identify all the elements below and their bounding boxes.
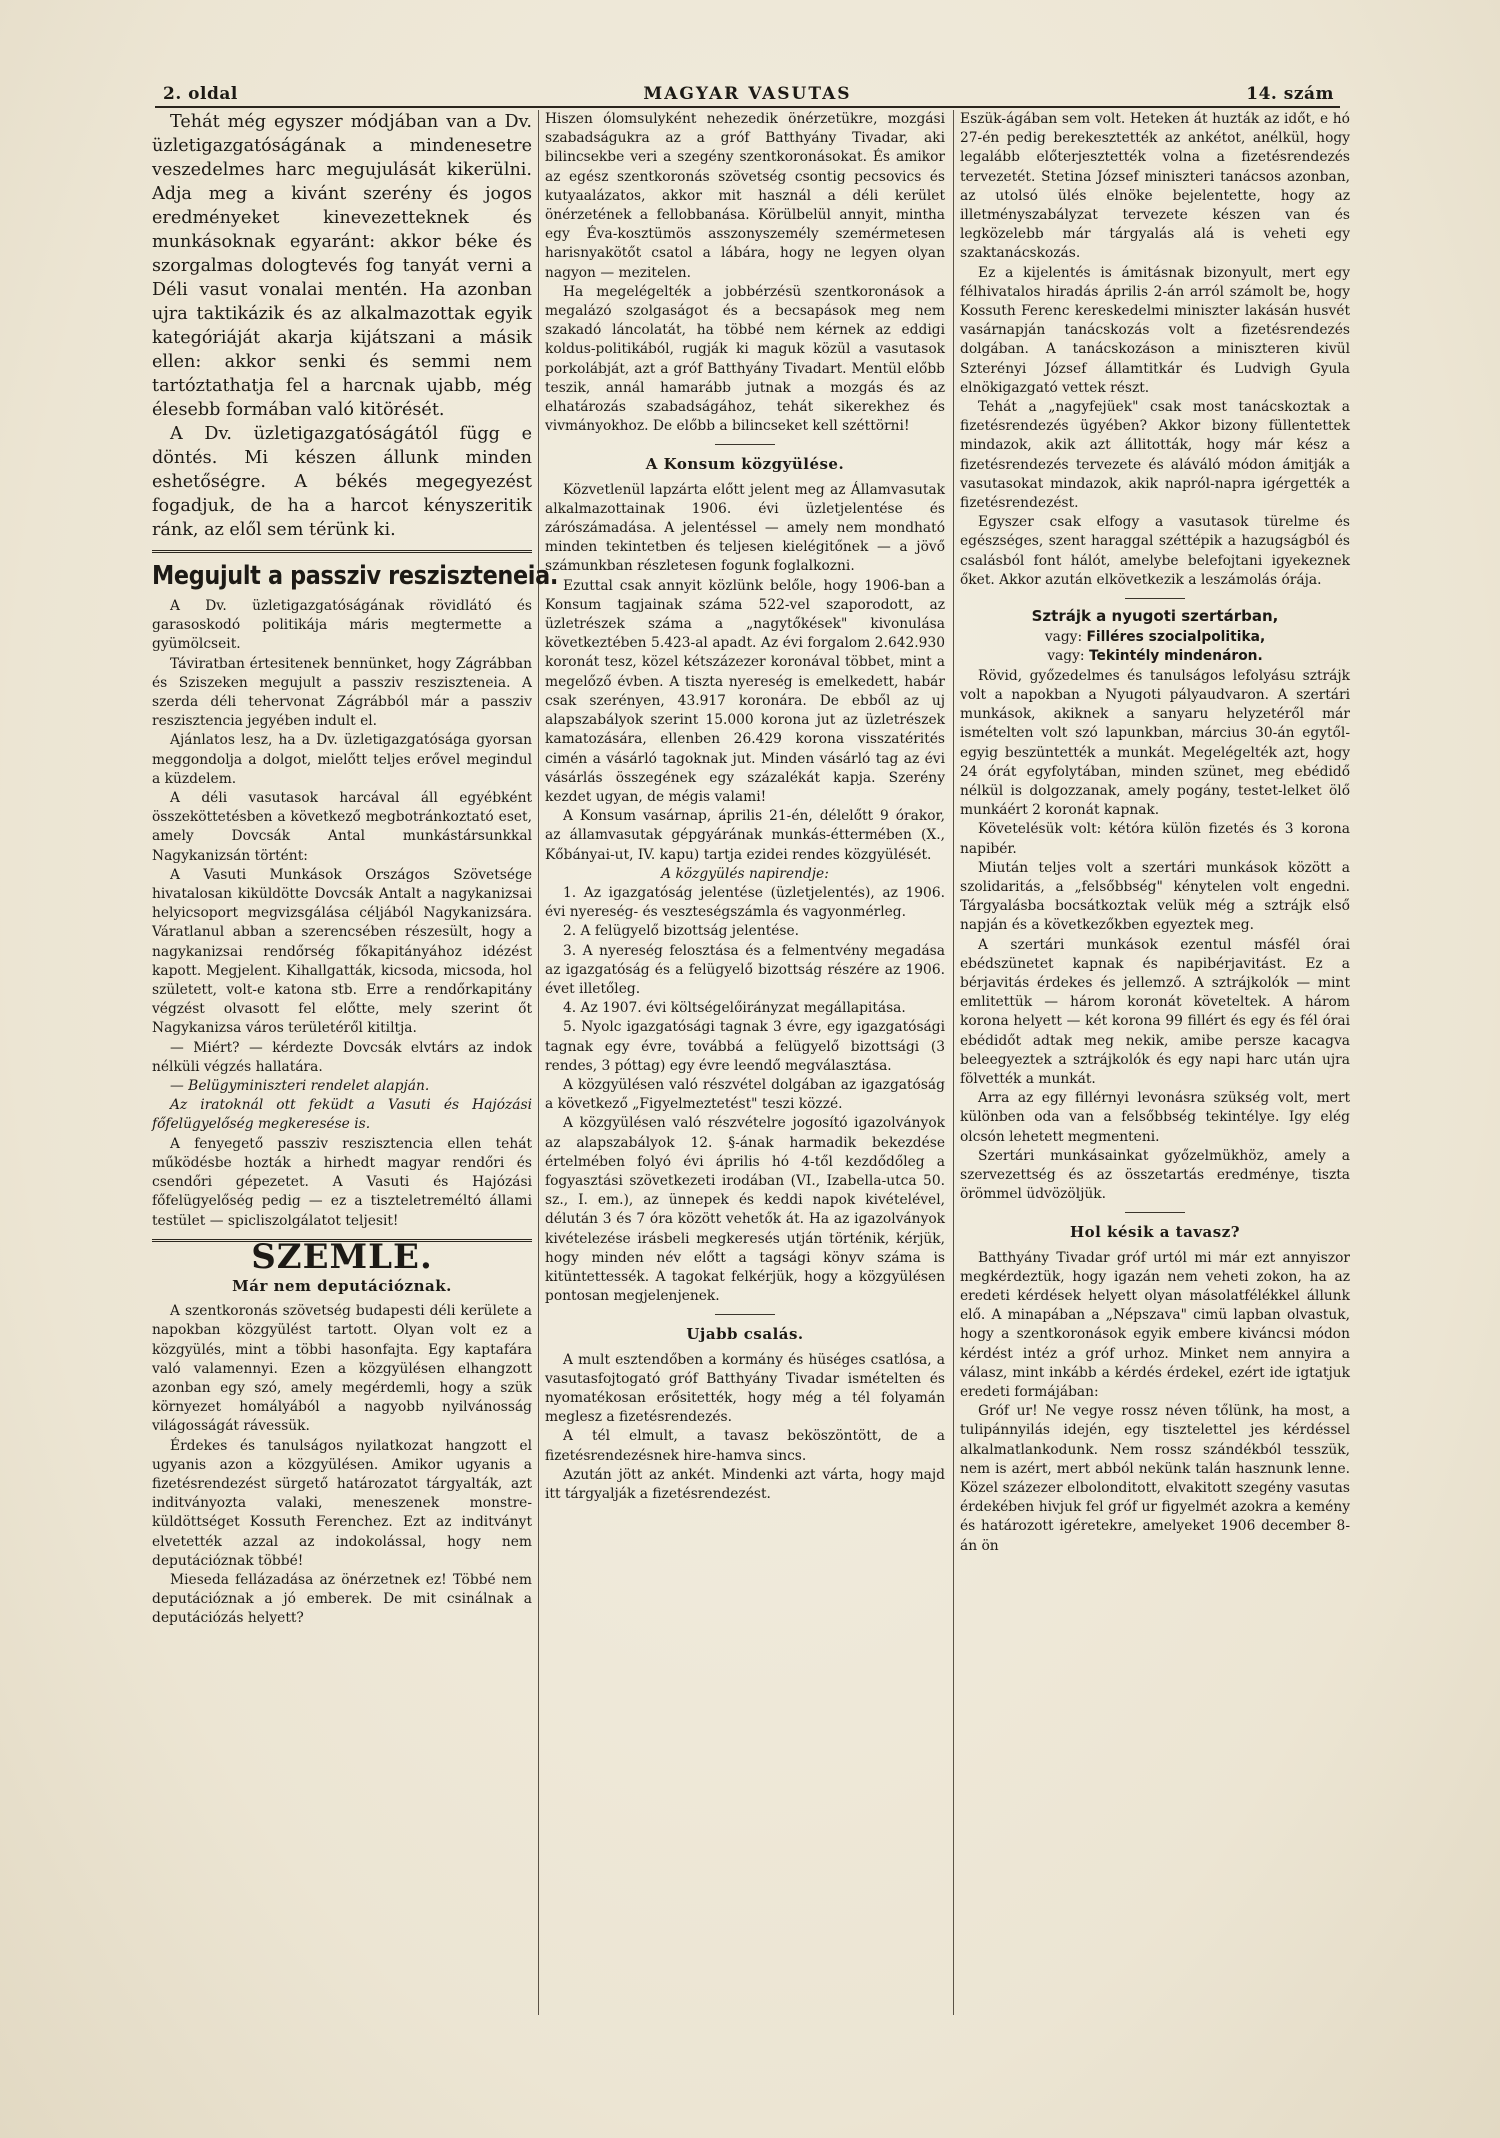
article-paragraph: Arra az egy fillérnyi levonásra szükség volt, mert különben oda van a felsőbbség tekintélye. Igy elég olcsón lehetett megmenteni. bbox=[960, 1090, 1350, 1145]
article-headline: Ujabb csalás. bbox=[686, 1325, 804, 1344]
article-paragraph: Egyszer csak elfogy a vasutasok türelme és egészséges, szent haraggal széttépik a hazugságból és csalásból font hálót, amelybe belefojtani igyekeznek őket. Akkor azután elkövetkezik a leszámolás órája. bbox=[960, 514, 1350, 588]
article-paragraph: Érdekes és tanulságos nyilatkozat hangzott el ugyanis azon a közgyülésen. Amikor ugyanis a fizetésrendezést sürgető határozatot tárgyalták, azt inditványozta valaki, meneszenek monstre-küldöttséget Kossuth Ferenchez. Ezt az inditványt elvetették azzal az indokolással, hogy nem deputációznak többé! bbox=[152, 1437, 532, 1569]
article-paragraph: A közgyülésen való részvételre jogosító igazolványok az alapszabályok 12. §-ának harmadik bekezdése értelmében folyó évi április hó 4-től kezdődőleg a fogyasztási szövetkezeti irodában (VI., Izabella-utca 50. sz., I. em.), az ünnepek és keddi napok kivételével, délután 3 és 7 óra között vehetők át. Ha az igazolványok kivételezése irásbeli megkeresés utján történik, kérjük, hogy minden név előtt a tagsági könyv száma is kitüntettessék. A tagokat felkérjük, hogy a közgyülésen pontosan megjelenjenek. bbox=[545, 1115, 945, 1305]
article-paragraph: Mieseda fellázadása az önérzetnek ez! Többé nem deputációznak a jó emberek. De mit csinálnak a deputációzás helyett? bbox=[152, 1571, 532, 1627]
article-paragraph: A közgyülésen való részvétel dolgában az igazgatóság a következő „Figyelmeztetést" teszi közzé. bbox=[545, 1076, 945, 1113]
article-paragraph: Táviratban értesitenek bennünket, hogy Zágrábban és Sziszeken megujult a passziv resziszteneia. A szerda déli tehervonat Zágrábból már a passziv reszisztencia jegyében indult el. bbox=[152, 655, 532, 730]
issue-number: 14. szám bbox=[1246, 84, 1334, 104]
column-divider bbox=[953, 110, 954, 2015]
article-separator bbox=[1125, 598, 1185, 599]
article-paragraph: Hiszen ólomsulyként nehezedik önérzetükre, mozgási szabadságukra az a gróf Batthyány Tivadar, aki bilincsekbe veri a szegény szentkoronásokat. És amikor az egész szentkoronás szövetség csontig pecsovics és kutyaalázatos, akkor mit használ a déli kerület önérzetének a fellobbanása. Körülbelül annyit, mintha egy Éva-kosztümös asszonyszemély szemérmetesen harisnyakötőt csatol a lábára, hogy ne legyen olyan nagyon — mezitelen. bbox=[545, 111, 945, 281]
article-paragraph: Batthyány Tivadar gróf urtól mi már ezt annyiszor megkérdeztük, hogy igazán nem veheti zokon, ha az eredeti kérdések helyett olyan másolatfélékkel állunk elő. A minapában a „Népszava" cimü lapban olvastuk, hogy a szentkoronások egyik embere kiváncsi módon kérdést intéz a gróf urhoz. Minket nem annyira a válasz, mint inkább a kérdés érdekel, ezért ide igtatjuk eredeti formájában: bbox=[960, 1249, 1350, 1400]
article-paragraph: A mult esztendőben a kormány és hüséges csatlósa, a vasutasfojtogató gróf Batthyány Tivadar ismételten és nyomatékosan erősitették, hogy még a tél folyamán meglesz a fizetésrendezés. bbox=[545, 1351, 945, 1426]
article-paragraph: A tél elmult, a tavasz beköszöntött, de a fizetésrendezésnek hire-hamva sincs. bbox=[545, 1428, 945, 1464]
article-headline: Már nem deputációznak. bbox=[232, 1276, 452, 1295]
article-headline: Hol késik a tavasz? bbox=[1069, 1223, 1241, 1242]
article-separator bbox=[715, 1314, 775, 1315]
article-paragraph: — Belügyminiszteri rendelet alapján. bbox=[170, 1078, 430, 1095]
article-separator bbox=[152, 550, 532, 553]
column-middle bbox=[545, 110, 945, 1504]
agenda-item: 2. A felügyelő bizottság jelentése. bbox=[563, 923, 800, 940]
column-left bbox=[152, 110, 559, 1629]
article-paragraph: A Vasuti Munkások Országos Szövetsége hivatalosan kiküldötte Dovcsák Antalt a nagykanizsai helyicsoport megvizsgálása céljából Nagykanizsára. Váratlanul abban a szerencsében részesült, hogy a nagykanizsai rendőrség főkapitányához idézést kapott. Megjelent. Kihallgatták, kicsoda, micsoda, hol született, volt-e katona stb. Erre a rendőrkapitány végzést olvasott fel előtte, mely szerint őt Nagykanizsa város területéről kitiltja. bbox=[152, 866, 532, 1037]
agenda-item: 1. Az igazgatóság jelentése (üzletjelentés), az 1906. évi nyereség- és veszteségszámla és vagyonmérleg. bbox=[545, 884, 945, 921]
article-paragraph: Szertári munkásainkat győzelmükhöz, amely a szervezettség és az összetartás eredménye, tiszta örömmel üdvözöljük. bbox=[960, 1147, 1350, 1203]
article-paragraph: — Miért? — kérdezte Dovcsák elvtárs az indok nélküli végzés hallatára. bbox=[152, 1039, 532, 1075]
section-title: SZEMLE. bbox=[251, 1236, 433, 1277]
article-paragraph: A Konsum vasárnap, április 21-én, délelőtt 9 órakor, az államvasutak gépgyárának munkás-éttermében (X., Kőbányai-ut, IV. kapu) tartja ezidei rendes közgyülését. bbox=[545, 808, 945, 863]
article-paragraph: Közvetlenül lapzárta előtt jelent meg az Államvasutak alkalmazottainak 1906. évi üzletjelentése és zárószámadása. A jelentéssel — amely nem mondható minden tekintetben és teljesen kielégitőnek — a jövő számunkban részletesen fogunk foglalkozni. bbox=[545, 481, 945, 575]
column-right bbox=[960, 110, 1350, 1556]
subheadline bbox=[960, 647, 1350, 666]
article-paragraph: Ez a kijelentés is ámitásnak bizonyult, mert egy félhivatalos hiradás április 2-án arról számolt be, hogy Kossuth Ferenc kereskedelmi miniszter lakásán husvét vasárnapján tanácskozás volt a fizetésrendezés dolgában. A tanácskozáson a miniszteren kivül Szterényi József államtitkár és Ludvigh Gyula elnökigazgató vettek részt. bbox=[960, 264, 1350, 396]
article-headline: Megujult a passziv resziszteneia. bbox=[152, 561, 559, 591]
article-paragraph: Tehát a „nagyfejüek" csak most tanácskoztak a fizetésrendezés ügyében? Akkor bizony füllentettek mindazok, akik azt állitották, hogy már kész a fizetésrendezés tervezete és aláváló módon ámitják a vasutasokat mindazok, akik napról-napra igérgették a fizetésrendezést. bbox=[960, 399, 1350, 512]
subheadline-text: Tekintély mindenáron. bbox=[1088, 648, 1263, 665]
column-divider bbox=[538, 110, 539, 2015]
masthead-title: MAGYAR VASUTAS bbox=[643, 84, 852, 104]
article-headline: A Konsum közgyülése. bbox=[645, 455, 845, 474]
article-paragraph: A fenyegető passziv reszisztencia ellen tehát működésbe hozták a hirhedt magyar rendőri és csendőri gépezetet. A Vasuti és Hajózási főfelügyelőség pedig — ez a tiszteletreméltó állami testület — spicliszolgálatot teljesit! bbox=[152, 1135, 532, 1229]
article-paragraph: A Dv. üzletigazgatóságának rövidlátó és garasoskodó politikája máris megtermette a gyümölcseit. bbox=[152, 598, 532, 653]
agenda-item: 3. A nyereség felosztása és a felmentvény megadása az igazgatóság és a felügyelő bizottság részére az 1906. évet illetőleg. bbox=[545, 942, 945, 997]
article-paragraph: Ha megelégelték a jobbérzésü szentkoronások a megalázó szolgaságot és a becsapások meg nem szakadó láncolatát, ha többé nem kérnek az eddigi koldus-politikából, rugják ki maguk közül a vasutasok porkolábját, azt a gróf Batthyány Tivadart. Mentül előbb teszik, annál hamarább jutnak a mozgás és az elhatározás szabadságához, tehát sikerekhez és vivmányokhoz. De előbb a bilincseket kell széttörni! bbox=[545, 283, 945, 435]
article-paragraph: Eszük-ágában sem volt. Heteken át huzták az időt, e hó 27-én pedig berekesztették az ankétot, anélkül, hogy legalább előterjesztették volna a fizetésrendezés tervezetét. Stetina József miniszteri tanácsos azonban, az utolsó ülés elnöke bejelentette, hogy az illetményszabályzat tervezete készen van és legközelebb már tárgyalás alá is veheti egy szaktanácskozás. bbox=[960, 111, 1350, 262]
article-paragraph: A szertári munkások ezentul másfél órai ebédszünetet kapnak és napibérjavitást. Ez a bérjavitás érdekes és jellemző. A sztrájkolók — mint emlitettük — három koronát követeltek. A három korona helyett — két korona 99 fillért és egy és fél órai ebédidőt adtak meg nekik, amibe persze kacagva beleegyeztek a sztrájkolók és egy napi harc után ujra fölvették a munkát. bbox=[960, 936, 1350, 1087]
article-paragraph: Ajánlatos lesz, ha a Dv. üzletigazgatósága gyorsan meggondolja a dolgot, mielőtt teljes erővel megindul a küzdelem. bbox=[152, 732, 532, 787]
subheadline-connector: vagy: bbox=[1044, 629, 1083, 646]
article-paragraph: A déli vasutasok harcával áll egyébként összeköttetésben a következő megbotránkoztató eset, amely Dovcsák Antal munkástársunkkal Nagykanizsán történt: bbox=[152, 790, 532, 864]
agenda-item: 5. Nyolc igazgatósági tagnak 3 évre, egy igazgatósági tagnak egy évre, továbbá a felügyelő bizottsági (3 rendes, 3 póttag) egy évre leendő megválasztása. bbox=[545, 1019, 945, 1074]
article-headline: Sztrájk a nyugoti szertárban, bbox=[1031, 607, 1279, 626]
article-paragraph: Gróf ur! Ne vegye rossz néven tőlünk, ha most, a tulipánnyilás idején, egy tisztelettel jes kérdéssel alkalmatlankodunk. Nem rossz szándékból tesszük, nem is azért, mert abból nekünk talán hasznunk lenne. Közel százezer elbolonditott, elvakitott szegény vasutas érdekében hivjuk fel gróf ur figyelmét azokra a kemény és határozott igéretekre, amelyeket 1906 december 8-án ön bbox=[960, 1403, 1350, 1554]
page-number: 2. oldal bbox=[163, 84, 238, 104]
lead-paragraph: Tehát még egyszer módjában van a Dv. üzletigazgatóságának a mindenesetre veszedelmes harc megujulását kikerülni. Adja meg a kivánt szerény és jogos eredményeket kinevezetteknek és munkásoknak egyaránt: akkor béke és szorgalmas dologtevés fog tanyát verni a Déli vasut vonalai mentén. Ha azonban ujra taktikázik és az alkalmazottak egyik kategóriáját akarja kijátszani a másik ellen: akkor senki és semmi nem tartóztathatja fel a harcnak ujabb, még élesebb formában való kitörését. bbox=[152, 112, 532, 420]
header-rule bbox=[155, 106, 1340, 108]
subheadline-connector: vagy: bbox=[1047, 648, 1085, 665]
article-paragraph: Követelésük volt: kétóra külön fizetés és 3 korona napibér. bbox=[960, 821, 1350, 857]
article-paragraph: Ezuttal csak annyit közlünk belőle, hogy 1906-ban a Konsum tagjainak száma 522-vel szaporodott, az üzletrészek száma a „nagytőkések" kivonulása következtében 5.423-al apadt. Az évi forgalom 2.642.930 koronát tesz, közel kétszázezer koronával többet, mint a megelőző évben. A tiszta nyereség is emelkedett, habár csak szerényen, 43.917 koronára. De ebből az uj alapszabályok szerint 15.000 korona jut az üzletrészek kamatozására, ellenben 26.429 korona visszatérités cimén a vásárló tagoknak jut. Minden vásárló tag az évi vásárlás összegének egy százalékát kapja. Szerény kezdet ugyan, de mégis valami! bbox=[545, 577, 945, 805]
article-paragraph: Azután jött az ankét. Mindenki azt várta, hogy majd itt tárgyalják a fizetésrendezést. bbox=[545, 1466, 945, 1503]
agenda-title: A közgyülés napirendje: bbox=[661, 865, 829, 882]
subheadline bbox=[960, 628, 1350, 647]
lead-paragraph: A Dv. üzletigazgatóságától függ e döntés. Mi készen állunk minden eshetőségre. A békés megegyezést fogadjuk, de ha a harcot kényszeritik ránk, az elől sem térünk ki. bbox=[152, 424, 532, 540]
article-paragraph: Rövid, győzedelmes és tanulságos lefolyásu sztrájk volt a napokban a Nyugoti pályaudvaron. A szertári munkások, akiknek a sanyaru helyzetéről már ismételten volt szó lapunkban, március 30-án egytől-egyig beszüntették a munkát. Megelégelték azt, hogy 24 órát egyfolytában, minden szünet, meg ebédidő nélkül is dolgozzanak, amely pogány, testet-lelket ölő munkáért 2 koronát kapnak. bbox=[960, 667, 1350, 819]
subheadline-text: Filléres szocialpolitika, bbox=[1086, 629, 1266, 646]
article-separator bbox=[1125, 1212, 1185, 1213]
page-header bbox=[155, 82, 1340, 108]
article-paragraph: Az iratoknál ott feküdt a Vasuti és Hajózási főfelügyelőség megkeresése is. bbox=[152, 1097, 532, 1133]
article-paragraph: A szentkoronás szövetség budapesti déli kerülete a napokban közgyülést tartott. Olyan volt ez a közgyülés, mint a többi hasonfajta. Egy kaptafára való valamennyi. Ezen a közgyülésen elhangzott azonban egy szó, amely megérdemli, hogy a szük környezet homályából a nagyobb nyilvánosság világosságát rávessük. bbox=[152, 1303, 532, 1435]
article-separator bbox=[715, 444, 775, 445]
agenda-item: 4. Az 1907. évi költségelőirányzat megállapitása. bbox=[563, 1000, 906, 1017]
article-paragraph: Miután teljes volt a szertári munkások között a szolidaritás, a „felsőbbség" kénytelen volt engedni. Tárgyalásba bocsátkoztak velük még a sztrájk első napján és a következőkben egyeztek meg. bbox=[960, 859, 1350, 934]
